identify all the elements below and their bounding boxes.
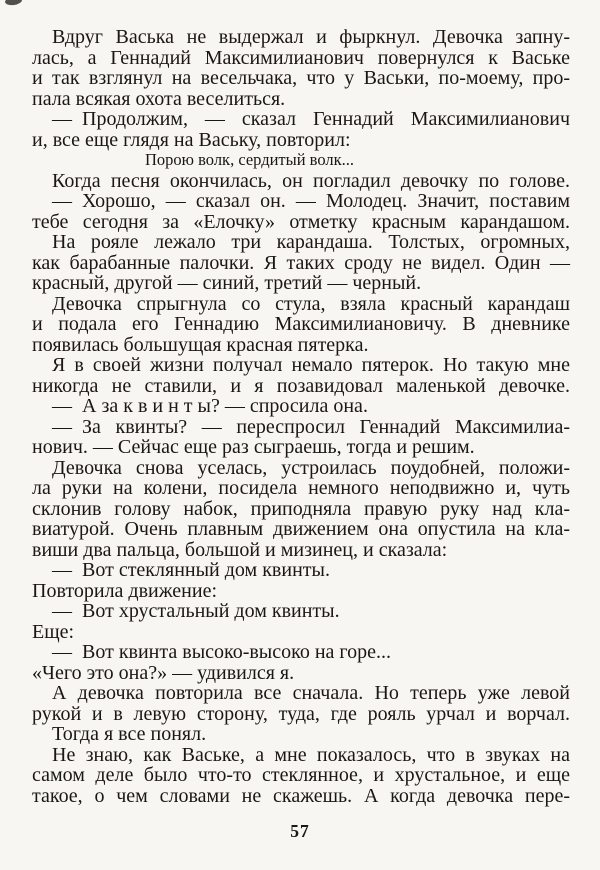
page-text (32, 27, 570, 806)
text-line: — Хорошо, — сказал он. — Молодец. Значит, поставим (52, 190, 570, 212)
text-line: такое, о чем словами не скажешь. А когда девочка пере- (32, 784, 570, 807)
text-line: — За квинты? — переспросил Геннадий Максимилиа- (52, 415, 570, 438)
text-line: как барабанные палочки. Я таких сроду не видел. Один — (32, 251, 570, 274)
text-line: — Вот хрустальный дом квинты. (52, 600, 340, 622)
text-line: и подала его Геннадию Максимилиановичу. В дневнике (32, 313, 570, 335)
text-line: красный, другой — синий, третий — черный. (32, 272, 422, 294)
text-line: — Вот стеклянный дом квинты. (52, 559, 330, 581)
text-line: Девочка снова уселась, устроилась поудобней, положи- (52, 456, 570, 479)
text-line: «Чего это она?» — удивился я. (32, 661, 295, 684)
text-line: ла руки на колени, посидела немного неподвижно и, чуть (32, 477, 570, 499)
text-line: рукой и в левую сторону, туда, где рояль урчал и ворчал. (32, 702, 570, 725)
text-line: Девочка спрыгнула со стула, взяла красный карандаш (52, 292, 570, 315)
scan-artifact (5, 0, 23, 6)
text-line: — Вот квинта высоко-высоко на горе... (52, 641, 391, 663)
page-number: 57 (290, 821, 310, 841)
text-line: На рояле лежало три карандаша. Толстых, огромных, (52, 231, 570, 253)
text-line: пала всякая охота веселиться. (32, 87, 286, 110)
text-line: Я в своей жизни получал немало пятерок. Но такую мне (52, 354, 570, 376)
text-line: Тогда я все понял. (52, 723, 207, 745)
text-line: и, все еще глядя на Ваську, повторил: (32, 128, 351, 151)
verse-line: Порою волк, сердитый волк... (145, 150, 355, 169)
text-line: склонив голову набок, приподняла правую руку над кла- (32, 497, 570, 520)
text-line: виатурой. Очень плавным движением она опустила на кла- (32, 518, 570, 540)
text-line: — Продолжим, — сказал Геннадий Максимилианович (52, 108, 570, 130)
text-line: А девочка повторила все сначала. Но теперь уже левой (52, 682, 570, 704)
text-line: Когда песня окончилась, он погладил девочку по голове. (52, 169, 570, 192)
text-line: и так взглянул на весельчака, что у Васьки, по-моему, про- (32, 67, 570, 89)
text-line: самом деле было что-то стеклянное, и хрустальное, и еще (32, 764, 570, 786)
text-line: никогда не ставили, и я позавидовал маленькой девочке. (32, 374, 570, 397)
text-line: Повторила движение: (32, 579, 218, 602)
text-line: появилась большущая красная пятерка. (32, 333, 369, 356)
text-line: Еще: (32, 620, 75, 643)
text-line: нович. — Сейчас еще раз сыграешь, тогда и решим. (32, 436, 475, 458)
text-line: лась, а Геннадий Максимилианович повернулся к Ваське (32, 46, 570, 69)
text-line: тебе сегодня за «Елочку» отметку красным карандашом. (32, 210, 570, 233)
text-line: Вдруг Васька не выдержал и фыркнул. Девочка запну- (52, 26, 570, 48)
text-line: виши два пальца, большой и мизинец, и сказала: (32, 538, 448, 561)
text-line: Не знаю, как Ваське, а мне показалось, что в звуках на (52, 743, 570, 766)
text-line: — А за к в и н т ы? — спросила она. (52, 395, 368, 417)
